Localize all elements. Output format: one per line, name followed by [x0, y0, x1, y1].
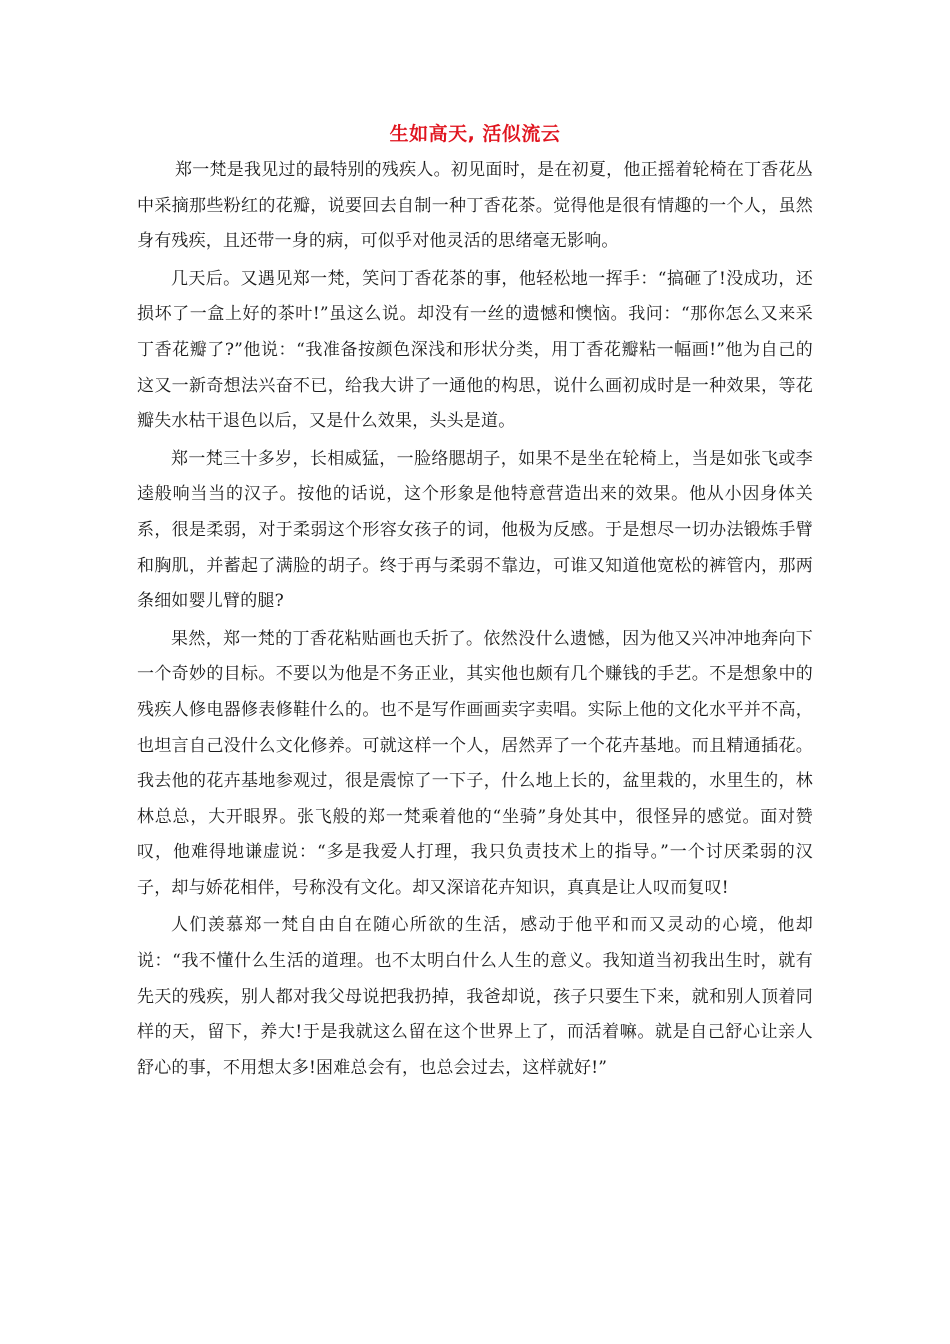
paragraph-5: 人们羡慕郑一梵自由自在随心所欲的生活，感动于他平和而又灵动的心境，他却说：“我不懂什么生活的道理。也不太明白什么人生的意义。我知道当初我出生时，就有先天的残疾，别人都对我父母说把我扔掉，我爸却说，孩子只要生下来，就和别人顶着同样的天，留下，养大!于是我就这么留在这个世界上了，而活着嘛。就是自己舒心让亲人舒心的事，不用想太多!困难总会有，也总会过去，这样就好!” — [137, 915, 813, 1078]
paragraph-2: 几天后。又遇见郑一梵，笑问丁香花茶的事，他轻松地一挥手：“搞砸了!没成功，还损坏了一盒上好的茶叶!”虽这么说。却没有一丝的遗憾和懊恼。我问：“那你怎么又来采丁香花瓣了?”他说：“我准备按颜色深浅和形状分类，用丁香花瓣粘一幅画!”他为自己的这又一新奇想法兴奋不已，给我大讲了一通他的构思，说什么画初成时是一种效果，等花瓣失水枯干退色以后，又是什么效果，头头是道。 — [137, 268, 813, 432]
article-title: 生如高天, 活似流云 — [389, 123, 561, 145]
paragraph-4: 果然，郑一梵的丁香花粘贴画也夭折了。依然没什么遗憾，因为他又兴冲冲地奔向下一个奇妙的目标。不要以为他是不务正业，其实他也颇有几个赚钱的手艺。不是想象中的残疾人修电器修表修鞋什么的。也不是写作画画卖字卖唱。实际上他的文化水平并不高，也坦言自己没什么文化修养。可就这样一个人，居然弄了一个花卉基地。而且精通插花。我去他的花卉基地参观过，很是震惊了一下子，什么地上长的，盆里栽的，水里生的，林林总总，大开眼界。张飞般的郑一梵乘着他的“坐骑”身处其中，很怪异的感觉。面对赞叹，他难得地谦虚说：“多是我爱人打理，我只负责技术上的指导。”一个讨厌柔弱的汉子，却与娇花相伴，号称没有文化。却又深谙花卉知识，真真是让人叹而复叹! — [137, 628, 813, 898]
article-body — [137, 119, 813, 1088]
paragraph-1: 郑一梵是我见过的最特别的残疾人。初见面时，是在初夏，他正摇着轮椅在丁香花丛中采摘那些粉红的花瓣，说要回去自制一种丁香花茶。觉得他是很有情趣的一个人，虽然身有残疾，且还带一身的病，可似乎对他灵活的思绪毫无影响。 — [137, 160, 813, 252]
paragraph-3: 郑一梵三十多岁，长相威猛，一脸络腮胡子，如果不是坐在轮椅上，当是如张飞或李逵般响当当的汉子。按他的话说，这个形象是他特意营造出来的效果。他从小因身体关系，很是柔弱，对于柔弱这个形容女孩子的词，他极为反感。于是想尽一切办法锻炼手臂和胸肌，并蓄起了满脸的胡子。终于再与柔弱不靠边，可谁又知道他宽松的裤管内，那两条细如婴儿臂的腿? — [137, 448, 813, 612]
